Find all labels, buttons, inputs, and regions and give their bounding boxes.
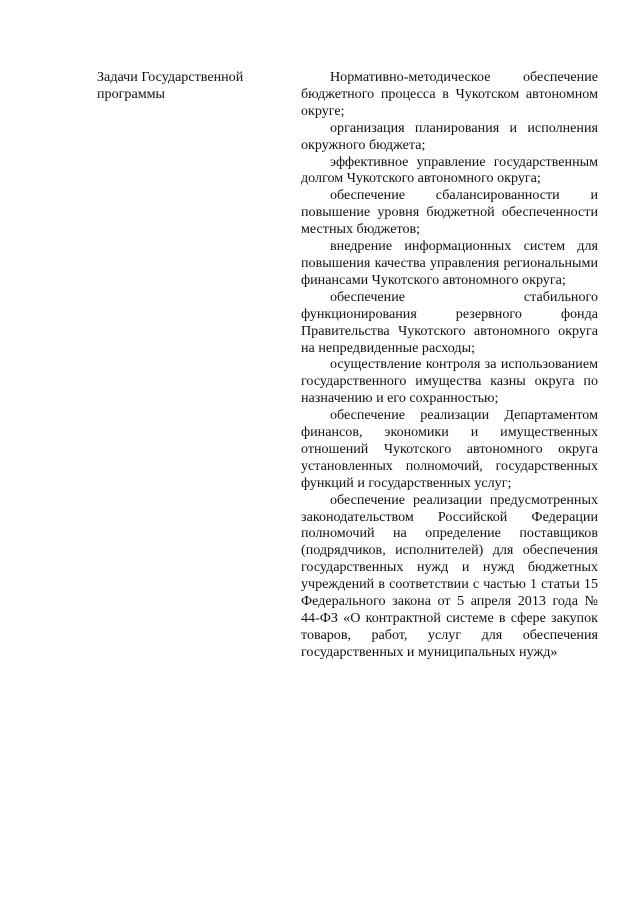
task-item-3: эффективное управление государственным долгом Чукотского автономного округа; — [301, 153, 598, 187]
task-item-5: внедрение информационных систем для повышения качества управления региональными финансами Чукотского автономного округа; — [301, 238, 598, 288]
task-item-6: обеспечение стабильного функционирования резервного фонда Правительства Чукотского автономного округа на непредвиденные расходы; — [301, 288, 598, 356]
task-item-4: обеспечение сбалансированности и повышение уровня бюджетной обеспеченности местных бюджетов; — [301, 187, 598, 238]
tasks-list — [301, 69, 598, 661]
task-item-8: обеспечение реализации Департаментом финансов, экономики и имущественных отношений Чукотского автономного округа установленных полномочий, государственных функций и государственных услуг; — [301, 407, 598, 491]
task-item-1: Нормативно-методическое обеспечение бюджетного процесса в Чукотском автономном округе; — [301, 69, 598, 119]
task-item-7: осуществление контроля за использованием государственного имущества казны округа по назначению и его сохранностью; — [301, 356, 598, 407]
task-item-9: обеспечение реализации предусмотренных законодательством Российской Федерации полномочий на определение поставщиков (подрядчиков, исполнителей) для обеспечения государственных нужд и нужд бюджетных учреждений в соответствии с частью 1 статьи 15 Федерального закона от 5 апреля 2013 года № 44-ФЗ «О контрактной системе в сфере закупок товаров, работ, услуг для обеспечения государственных и муниципальных нужд» — [301, 491, 598, 660]
row-label: Задачи Государственной программы — [97, 69, 244, 102]
task-item-2: организация планирования и исполнения окружного бюджета; — [301, 119, 598, 153]
